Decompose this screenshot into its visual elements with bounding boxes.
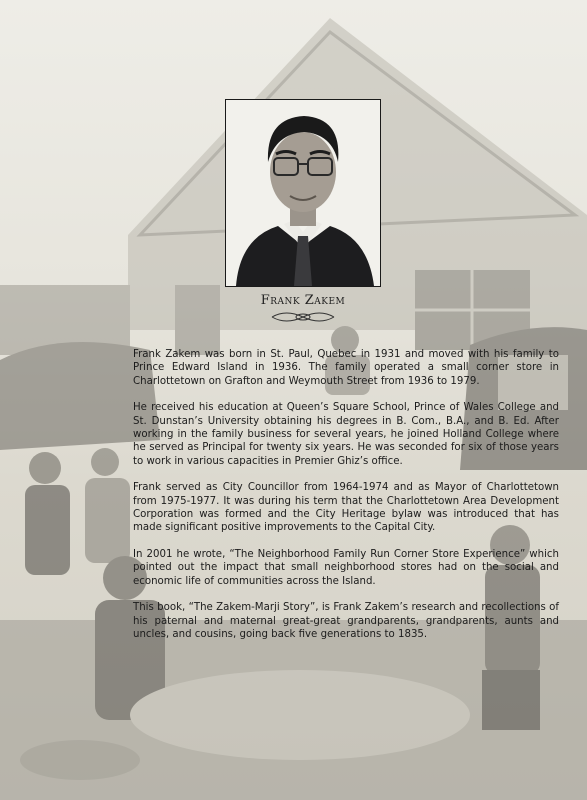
biography-paragraph: In 2001 he wrote, “The Neighborhood Family Run Corner Store Experience” which pointed out the impact that small neighborhood stores had on the social and economic life of communities across the Island. [133, 548, 559, 587]
ornament-flourish [268, 308, 338, 326]
biography-paragraph: He received his education at Queen’s Square School, Prince of Wales College and St. Dunstan’s University obtaining his degrees in B. Com., B.A., and B. Ed. After working in the family business for several years, he joined Holland College where he served as Principal for twenty six years. He was seconded for six of those years to work in various capacities in Premier Ghiz’s office. [133, 402, 559, 467]
biography-paragraph: Frank Zakem was born in St. Paul, Quebec in 1931 and moved with his family to Prince Edward Island in 1936. The family operated a small corner store in Charlottetown on Grafton and Weymouth Street from 1936 to 1979. [133, 349, 559, 387]
biography-paragraph: Frank served as City Councillor from 1964-1974 and as Mayor of Charlottetown from 1975-1977. It was during his term that the Charlottetown Area Development Corporation was formed and the City Heritage bylaw was introduced that has made significant positive improvements to the Capital City. [133, 482, 559, 534]
biography-text [133, 348, 559, 654]
portrait-photo [225, 99, 381, 287]
biography-paragraph: This book, “The Zakem-Marji Story”, is Frank Zakem’s research and recollections of his paternal and maternal great-great grandparents, grandparents, aunts and uncles, and cousins, going back five generations to 1835. [133, 602, 559, 640]
portrait-caption: Frank Zakem [260, 293, 346, 308]
